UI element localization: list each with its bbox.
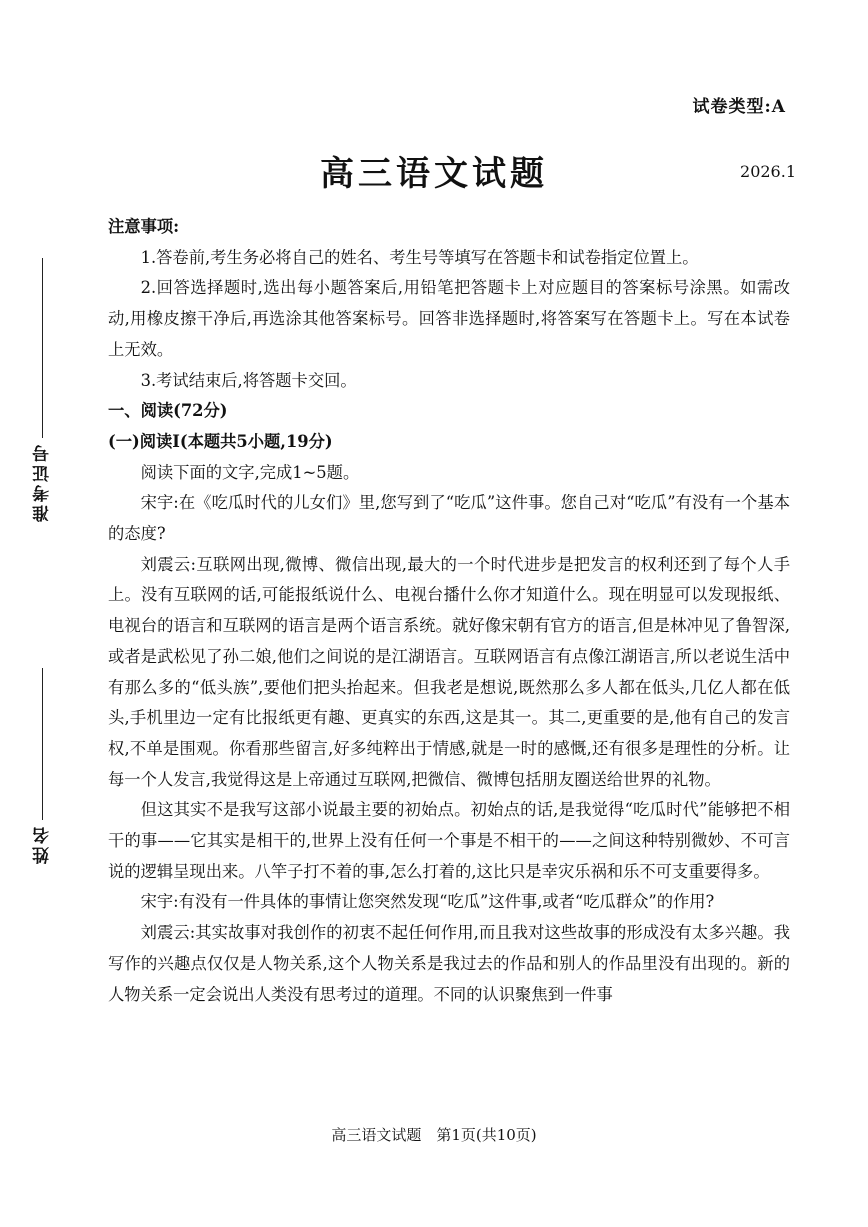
- passage-paragraph: 刘震云:其实故事对我创作的初衷不起任何作用,而且我对这些故事的形成没有太多兴趣。我写作的兴趣点仅仅是人物关系,这个人物关系是我过去的作品和别人的作品里没有出现的。新的人物关系一定会说出人类没有思考过的道理。不同的认识聚焦到一件事: [108, 923, 790, 1004]
- section-subheading: (一)阅读Ⅰ(本题共5小题,19分): [108, 431, 333, 451]
- name-line: [42, 668, 43, 820]
- exam-content: [108, 212, 790, 1010]
- name-field: [30, 668, 55, 864]
- name-label: 姓名: [33, 824, 53, 864]
- notice-heading: 注意事项:: [108, 217, 180, 236]
- paper-type-label: 试卷类型:A: [692, 97, 786, 117]
- page-title: 高三语文试题: [320, 154, 548, 194]
- passage-paragraph: 宋宇:有没有一件具体的事情让您突然发现“吃瓜”这件事,或者“吃瓜群众”的作用?: [140, 892, 715, 912]
- exam-id-label: 准考证号: [33, 442, 53, 522]
- exam-id-field: [30, 258, 55, 522]
- notice-item: 1.答卷前,考生务必将自己的姓名、考生号等填写在答题卡和试卷指定位置上。: [140, 247, 699, 267]
- page-footer: 高三语文试题 第1页(共10页): [331, 1126, 537, 1144]
- passage-paragraph: 宋宇:在《吃瓜时代的儿女们》里,您写到了“吃瓜”这件事。您自己对“吃瓜”有没有一个基本的态度?: [108, 493, 790, 544]
- exam-date: 2026.1: [740, 162, 796, 181]
- section-heading: 一、阅读(72分): [108, 401, 228, 421]
- passage-paragraph: 刘震云:互联网出现,微博、微信出现,最大的一个时代进步是把发言的权利还到了每个人手上。没有互联网的话,可能报纸说什么、电视台播什么你才知道什么。现在明显可以发现报纸、电视台的语言和互联网的语言是两个语言系统。就好像宋朝有官方的语言,但是林冲见了鲁智深,或者是武松见了孙二娘,他们之间说的是江湖语言。互联网语言有点像江湖语言,所以老说生活中有那么多的“低头族”,要他们把头抬起来。但我老是想说,既然那么多人都在低头,几亿人都在低头,手机里边一定有比报纸更有趣、更真实的东西,这是其一。其二,更重要的是,他有自己的发言权,不单是围观。你看那些留言,好多纯粹出于情感,就是一时的感慨,还有很多是理性的分析。让每一个人发言,我觉得这是上帝通过互联网,把微信、微博包括朋友圈送给世界的礼物。: [108, 554, 790, 789]
- passage-paragraph: 但这其实不是我写这部小说最主要的初始点。初始点的话,是我觉得“吃瓜时代”能够把不相干的事——它其实是相干的,世界上没有任何一个事是不相干的——之间这种特别微妙、不可言说的逻辑呈现出来。八竿子打不着的事,怎么打着的,这比只是幸灾乐祸和乐不可支重要得多。: [108, 800, 790, 881]
- notice-item: 3.考试结束后,将答题卡交回。: [140, 370, 357, 390]
- section-instruction: 阅读下面的文字,完成1~5题。: [140, 462, 360, 482]
- notice-item: 2.回答选择题时,选出每小题答案后,用铅笔把答题卡上对应题目的答案标号涂黑。如需改动,用橡皮擦干净后,再选涂其他答案标号。回答非选择题时,将答案写在答题卡上。写在本试卷上无效。: [108, 278, 790, 359]
- exam-id-line: [42, 258, 43, 438]
